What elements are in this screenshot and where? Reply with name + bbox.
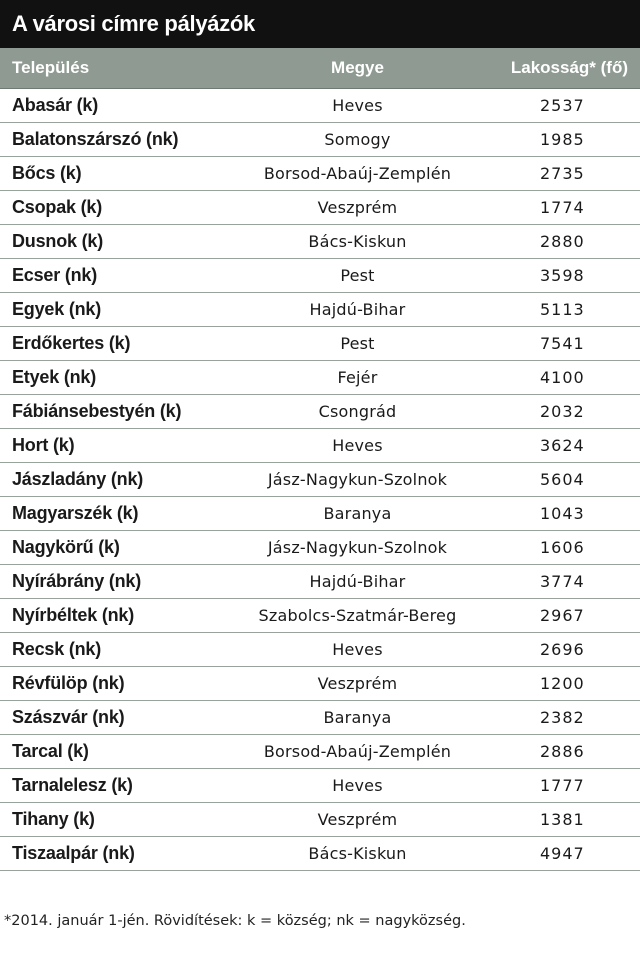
county-cell: Fejér <box>337 368 378 387</box>
population-cell: 3624 <box>540 436 585 455</box>
table-row <box>0 395 640 429</box>
settlement-cell: Balatonszárszó (nk) <box>12 129 179 149</box>
table-row <box>0 837 640 871</box>
table-row <box>0 633 640 667</box>
county-cell: Baranya <box>323 504 392 523</box>
county-cell: Jász-Nagykun-Szolnok <box>267 538 448 557</box>
settlement-cell: Jászladány (nk) <box>12 469 144 489</box>
table-row <box>0 123 640 157</box>
table-row <box>0 157 640 191</box>
population-cell: 2032 <box>540 402 585 421</box>
population-cell: 2537 <box>540 96 585 115</box>
population-cell: 3598 <box>540 266 585 285</box>
settlement-cell: Recsk (nk) <box>12 639 102 659</box>
settlement-cell: Tarcal (k) <box>12 741 89 761</box>
county-cell: Bács-Kiskun <box>308 232 407 251</box>
settlement-cell: Bőcs (k) <box>12 163 82 183</box>
settlement-cell: Erdőkertes (k) <box>12 333 131 353</box>
table-row <box>0 89 640 123</box>
population-cell: 4947 <box>540 844 585 863</box>
population-cell: 1200 <box>540 674 585 693</box>
population-cell: 5604 <box>540 470 585 489</box>
population-cell: 1985 <box>540 130 585 149</box>
settlement-cell: Fábiánsebestyén (k) <box>12 401 182 421</box>
population-cell: 2382 <box>540 708 585 727</box>
county-cell: Veszprém <box>317 810 398 829</box>
table-row <box>0 735 640 769</box>
candidates-table <box>0 48 640 871</box>
settlement-cell: Tarnalelesz (k) <box>12 775 133 795</box>
county-cell: Borsod-Abaúj-Zemplén <box>263 164 452 183</box>
table-row <box>0 191 640 225</box>
settlement-cell: Nagykörű (k) <box>12 537 120 557</box>
settlement-cell: Ecser (nk) <box>12 265 98 285</box>
county-cell: Pest <box>340 334 375 353</box>
settlement-cell: Dusnok (k) <box>12 231 104 251</box>
table-row <box>0 225 640 259</box>
settlement-cell: Nyírábrány (nk) <box>12 571 142 591</box>
footnote: *2014. január 1-jén. Rövidítések: k = község; nk = nagyközség. <box>4 913 466 929</box>
county-cell: Heves <box>332 640 383 659</box>
settlement-cell: Abasár (k) <box>12 95 99 115</box>
table-row <box>0 429 640 463</box>
table-row <box>0 599 640 633</box>
county-cell: Veszprém <box>317 674 398 693</box>
population-cell: 1606 <box>540 538 585 557</box>
county-cell: Somogy <box>324 130 391 149</box>
county-cell: Heves <box>332 436 383 455</box>
population-cell: 1774 <box>540 198 585 217</box>
table-row <box>0 701 640 735</box>
table-header <box>0 48 640 89</box>
population-cell: 2696 <box>540 640 585 659</box>
settlement-cell: Nyírbéltek (nk) <box>12 605 135 625</box>
settlement-cell: Magyarszék (k) <box>12 503 139 523</box>
settlement-cell: Tiszaalpár (nk) <box>12 843 135 863</box>
table-row <box>0 327 640 361</box>
population-cell: 1777 <box>540 776 585 795</box>
settlement-cell: Etyek (nk) <box>12 367 97 387</box>
table-row <box>0 769 640 803</box>
table-row <box>0 803 640 837</box>
settlement-cell: Szászvár (nk) <box>12 707 125 727</box>
page-title: A városi címre pályázók <box>0 0 640 48</box>
column-header-county: Megye <box>331 58 384 77</box>
table-row <box>0 361 640 395</box>
table-row <box>0 497 640 531</box>
county-cell: Jász-Nagykun-Szolnok <box>267 470 448 489</box>
table-row <box>0 463 640 497</box>
county-cell: Veszprém <box>317 198 398 217</box>
settlement-cell: Csopak (k) <box>12 197 103 217</box>
county-cell: Csongrád <box>318 402 397 421</box>
population-cell: 2967 <box>540 606 585 625</box>
county-cell: Hajdú-Bihar <box>309 300 406 319</box>
county-cell: Pest <box>340 266 375 285</box>
population-cell: 1381 <box>540 810 585 829</box>
county-cell: Heves <box>332 96 383 115</box>
population-cell: 7541 <box>540 334 585 353</box>
population-cell: 2886 <box>540 742 585 761</box>
population-cell: 3774 <box>540 572 585 591</box>
table-row <box>0 565 640 599</box>
county-cell: Borsod-Abaúj-Zemplén <box>263 742 452 761</box>
table-row <box>0 667 640 701</box>
settlement-cell: Hort (k) <box>12 435 75 455</box>
population-cell: 5113 <box>540 300 585 319</box>
column-header-population: Lakosság* (fő) <box>510 58 628 77</box>
settlement-cell: Egyek (nk) <box>12 299 102 319</box>
table-row <box>0 293 640 327</box>
table-body <box>0 89 640 871</box>
county-cell: Hajdú-Bihar <box>309 572 406 591</box>
county-cell: Szabolcs-Szatmár-Bereg <box>258 606 457 625</box>
settlement-cell: Tihany (k) <box>12 809 95 829</box>
county-cell: Heves <box>332 776 383 795</box>
population-cell: 2880 <box>540 232 585 251</box>
population-cell: 1043 <box>540 504 585 523</box>
table-row <box>0 259 640 293</box>
county-cell: Bács-Kiskun <box>308 844 407 863</box>
settlement-cell: Révfülöp (nk) <box>12 673 125 693</box>
population-cell: 4100 <box>540 368 585 387</box>
column-header-settlement: Település <box>12 58 90 77</box>
county-cell: Baranya <box>323 708 392 727</box>
population-cell: 2735 <box>540 164 585 183</box>
table-row <box>0 531 640 565</box>
